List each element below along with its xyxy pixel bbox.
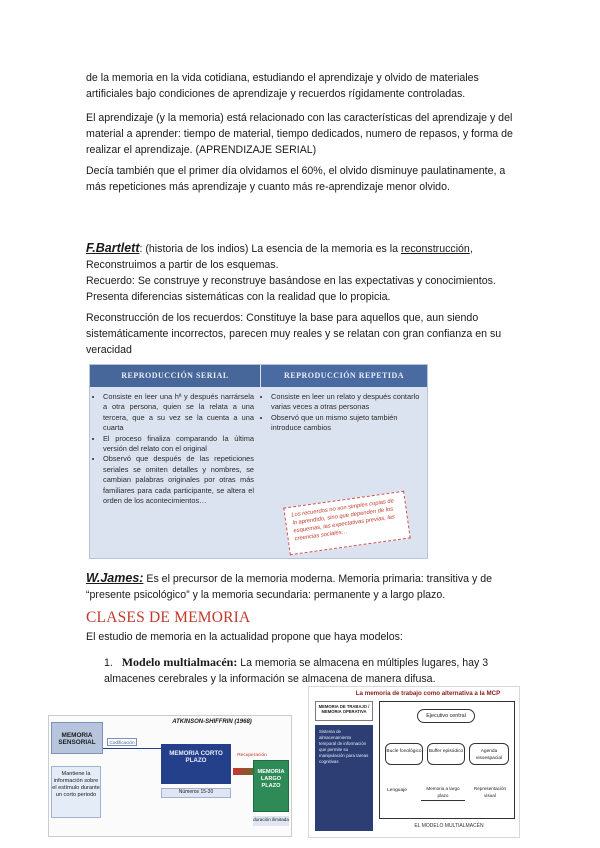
arrow-line bbox=[103, 748, 161, 749]
bartlett-paragraph bbox=[86, 240, 516, 305]
list-label: Modelo multialmacén: bbox=[121, 655, 238, 669]
table-header-repeated: REPRODUCCIÓN REPETIDA bbox=[261, 365, 427, 387]
atkinson-shiffrin-diagram bbox=[48, 715, 292, 837]
diagram2-caption: EL MODELO MULTIALMACÉN bbox=[414, 823, 484, 829]
label-recuperacion: Recuperación bbox=[237, 753, 267, 758]
numbers-label: Números 15-30 bbox=[161, 788, 231, 798]
table-header-serial: REPRODUCCIÓN SERIAL bbox=[90, 365, 260, 387]
repeated-item: • Consiste en leer un relato y después contarlo varias veces a otras personas bbox=[271, 392, 420, 413]
working-memory-diagram bbox=[308, 686, 520, 838]
box-bucle: Bucle fonológico bbox=[385, 743, 423, 765]
side-title: MEMORIA DE TRABAJO / MEMORIA OPERATIVA bbox=[315, 701, 373, 721]
label-ltm: Memoria a largo plazo bbox=[421, 785, 465, 801]
james-name: W.James: bbox=[86, 571, 144, 585]
lasting-label: duración ilimitada bbox=[253, 816, 289, 826]
box-ejecutivo: Ejecutivo central bbox=[417, 709, 475, 723]
section-intro: El estudio de memoria en la actualidad propone que haya modelos: bbox=[86, 631, 403, 643]
bartlett-reconstruction: reconstrucción bbox=[400, 243, 470, 255]
bartlett-name: F.Bartlett bbox=[86, 241, 140, 255]
serial-item: • Consiste en leer una hª y después narrársela a otra persona, quien se la relata a una tercera, que a su vez se la cuenta a una cuarta bbox=[103, 392, 254, 434]
james-text: Es el precursor de la memoria moderna. Memoria primaria: transitiva y de “presente psicológico” y la memoria secundaria: permanente y a largo plazo. bbox=[86, 573, 492, 601]
table-col-serial bbox=[94, 392, 254, 506]
intro-paragraph-2: El aprendizaje (y la memoria) está relacionado con las características del aprendizaje y del material a aprender: tiempo de material, tiempo dedicados, numero de repasos, y forma de realizar el aprendizaje. (APRENDIZAJE SERIAL) bbox=[86, 112, 513, 156]
list-number: 1. bbox=[104, 657, 113, 669]
box-agenda: Agenda visoespacial bbox=[469, 743, 509, 765]
intro-paragraph-3: Decía también que el primer día olvidamos el 60%, el olvido disminuye paulatinamente, a más repeticiones más aprendizaje y cuanto más re-aprendizaje menor olvido. bbox=[86, 165, 506, 193]
label-semantica: Representación visual bbox=[473, 786, 507, 798]
reproduction-table bbox=[89, 364, 428, 559]
bartlett-text-c: , Reconstruimos a partir de los esquemas. bbox=[86, 243, 473, 271]
list-text: La memoria se almacena en múltiples lugares, hay 3 almacenes cerebrales y la información se almacena de manera difusa. bbox=[104, 657, 489, 685]
table-col-repeated bbox=[262, 392, 420, 434]
section-title: CLASES DE MEMORIA bbox=[86, 609, 251, 626]
box-largo-plazo: MEMORIA LARGO PLAZO bbox=[253, 760, 289, 812]
serial-item: • El proceso finaliza comparando la última versión del relato con el original bbox=[103, 434, 254, 455]
bartlett-text-a: : (historia de los indios) La esencia de la memoria es la bbox=[139, 243, 401, 255]
bartlett-recuerdo: Recuerdo: Se construye y reconstruye basándose en las expectativas y conocimientos. Presenta diferencias sistemáticas con la realidad que lo propicia. bbox=[86, 275, 496, 303]
side-text: Sistema de almacenamiento temporal de información que permite su manipulación para tareas cognitivas bbox=[315, 725, 373, 831]
box-sensorial: MEMORIA SENSORIAL bbox=[51, 722, 103, 754]
reconstruction-paragraph: Reconstrucción de los recuerdos: Constituye la base para aquellos que, aun siendo sistemáticamente incorrectos, parecen muy reales y se relatan con gran confianza en su veracidad bbox=[86, 312, 502, 356]
intro-paragraph-1: de la memoria en la vida cotidiana, estudiando el aprendizaje y olvido de materiales artificiales bajo condiciones de aprendizaje y recuerdos rígidamente controladas. bbox=[86, 72, 479, 100]
serial-item: • Observó que después de las repeticiones seriales se omiten detalles y nombres, se cambian palabras originales por otras más familiares para cada participante, se altera el orden de los acontecimientos… bbox=[103, 454, 254, 506]
label-codificacion: Codificación bbox=[107, 738, 137, 746]
diagram1-title: ATKINSON-SHIFFRIN (1968) bbox=[172, 719, 252, 725]
list-item-multialmacen bbox=[104, 654, 524, 687]
james-paragraph bbox=[86, 570, 516, 603]
repeated-item: • Observó que un mismo sujeto también introduce cambios bbox=[271, 413, 420, 434]
box-corto-plazo: MEMORIA CORTO PLAZO bbox=[161, 744, 231, 784]
rehearsal-text: Mantiene la información sobre el estímulo durante un corto periodo bbox=[51, 766, 101, 818]
label-lenguaje: Lenguaje bbox=[387, 788, 407, 793]
handwritten-note: Los recuerdos no son simples copias de lo aprendido, sino que dependen de los esquemas, las expectativas previas, las creencias sociales… bbox=[283, 491, 410, 556]
diagram2-title: La memoria de trabajo como alternativa a la MCP bbox=[355, 690, 501, 697]
box-buffer: Buffer episódico bbox=[427, 743, 465, 765]
